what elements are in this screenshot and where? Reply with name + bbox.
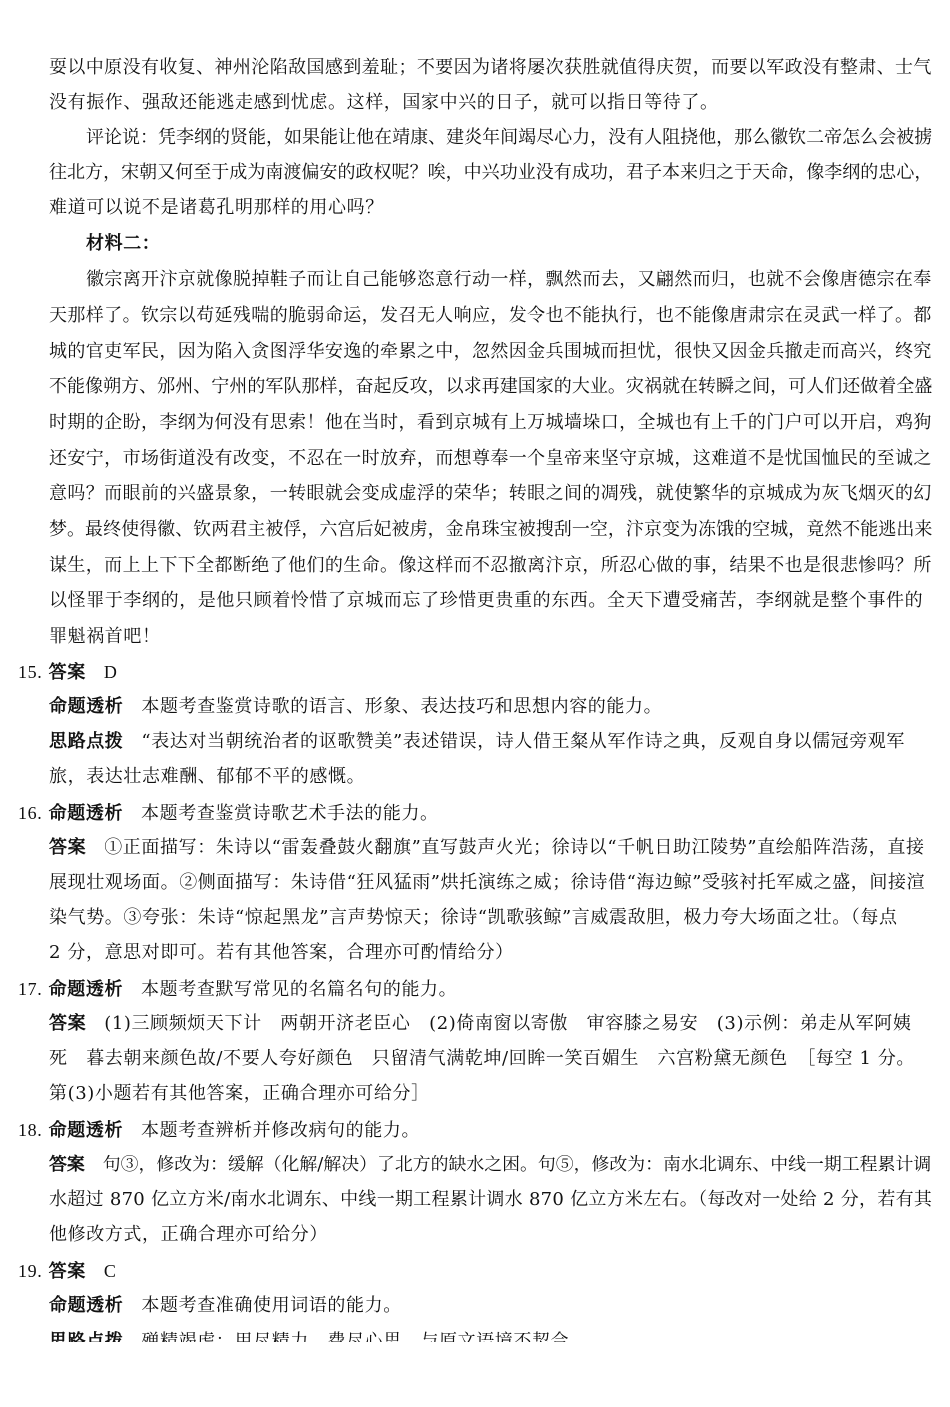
question-15-analysis-row [49,695,662,719]
question-16-answer-line: 染气势。③夸张：朱诗“惊起黑龙”言声势惊天；徐诗“凯歌骇鲸”言威震敌胆，极力夸大场面之壮。（每点 [49,907,898,928]
analysis-text: 本题考查准确使用词语的能力。 [141,1295,402,1316]
answer-text: ①正面描写：朱诗以“雷轰叠鼓火翻旗”直写鼓声火光；徐诗以“千帆日助江陵势”直绘船阵浩荡，直接 [104,837,925,858]
question-17-analysis-row [18,977,457,1002]
answer-label: 答案 [49,837,87,858]
question-15-answer-row [18,660,117,685]
material2-line: 谋生，而上上下下全都断绝了他们的生命。像这样而不忍撤离汴京，所忍心做的事，结果不也是很悲惨吗？所 [49,555,932,576]
question-18-answer-line: 他修改方式，正确合理亦可给分） [49,1224,328,1245]
answer-value: D [103,662,118,682]
material2-line: 徽宗离开汴京就像脱掉鞋子而让自己能够恣意行动一样，飘然而去，又翩然而归，也就不会像唐德宗在奉 [86,269,932,290]
question-17-answer-row [49,1012,912,1036]
question-16-analysis-row [18,801,439,826]
page-crop-edge [0,1342,950,1407]
question-number: 19. [18,1261,43,1281]
analysis-label: 命题透析 [49,1295,124,1316]
material2-line: 意吗？而眼前的兴盛景象，一转眼就会变成虚浮的荣华；转眼之间的凋残，就使繁华的京城成为灰飞烟灭的幻 [49,483,932,504]
answer-text: (1)三顾频烦天下计 两朝开济老臣心 (2)倚南窗以寄傲 审容膝之易安 (3)示例：弟走从军阿姨 [104,1013,912,1034]
material1-line: 耍以中原没有收复、神州沦陷敌国感到羞耻；不要因为诸将屡次获胜就值得庆贺，而要以军政没有整肃、士气 [49,57,932,78]
analysis-text: 本题考查鉴赏诗歌艺术手法的能力。 [141,803,439,824]
material2-line: 时期的企盼，李纲为何没有思索！他在当时，看到京城有上万城墙垛口，全城也有上千的门户可以开启，鸡狗 [49,412,932,433]
material2-line: 罪魁祸首吧！ [49,626,161,647]
material2-line: 城的官吏军民，因为陷入贪图浮华安逸的牵累之中，忽然因金兵围城而担忧，很快又因金兵撤走而高兴，终究 [49,341,932,362]
material2-line: 梦。最终使得徽、钦两君主被俘，六宫后妃被虏，金帛珠宝被搜刮一空，汴京变为冻饿的空城，竟然不能逃出来 [49,519,933,540]
answer-label: 答案 [48,1261,86,1282]
material2-heading: 材料二： [86,233,161,254]
material1-line: 难道可以说不是诸葛孔明那样的用心吗？ [49,197,384,218]
question-16-answer-row [49,836,925,860]
question-number: 17. [18,979,43,999]
answer-label: 答案 [48,662,86,683]
question-15-thinking-row [49,730,905,754]
answer-label: 答案 [49,1013,87,1034]
analysis-label: 命题透析 [48,979,124,1000]
question-17-answer-line: 第(3)小题若有其他答案，正确合理亦可给分］ [49,1083,430,1104]
analysis-text: 本题考查默写常见的名篇名句的能力。 [141,979,458,1000]
material1-line: 没有振作、强敌还能逃走感到忧虑。这样，国家中兴的日子，就可以指日等待了。 [49,92,719,113]
analysis-label: 命题透析 [48,1120,124,1141]
question-19-answer-row [18,1259,116,1284]
answer-text: 句③，修改为：缓解（化解/解决）了北方的缺水之困。句⑤，修改为：南水北调东、中线一期工程累计调 [102,1154,932,1175]
question-15-thinking-line: 旅，表达壮志难酬、郁郁不平的感慨。 [49,766,366,787]
question-number: 15. [18,662,43,682]
question-16-answer-line: 2 分，意思对即可。若有其他答案，合理亦可酌情给分） [49,942,514,963]
question-17-answer-line: 死 暮去朝来颜色故/不要人夸好颜色 只留清气满乾坤/回眸一笑百媚生 六宫粉黛无颜色 ［每空 1 分。 [49,1048,916,1069]
question-18-analysis-row [18,1118,420,1143]
material1-line: 往北方，宋朝又何至于成为南渡偏安的政权呢？唉，中兴功业没有成功，君子本来归之于天命，像李纲的忠心， [49,162,933,183]
question-16-answer-line: 展现壮观场面。②侧面描写：朱诗借“狂风猛雨”烘托演练之威；徐诗借“海边鲸”受骇衬托军威之盛，间接渲 [49,872,926,893]
answer-value: C [103,1261,117,1281]
answer-label: 答案 [49,1154,85,1175]
question-number: 18. [18,1120,43,1140]
analysis-label: 命题透析 [48,803,124,824]
material1-line: 评论说：凭李纲的贤能，如果能让他在靖康、建炎年间竭尽心力，没有人阻挠他，那么徽钦二帝怎么会被掳 [86,127,933,148]
question-number: 16. [18,803,43,823]
question-18-answer-line: 水超过 870 亿立方米/南水北调东、中线一期工程累计调水 870 亿立方米左右。（每改对一处给 2 分，若有其 [49,1189,933,1210]
thinking-text: “表达对当朝统治者的讴歌赞美”表述错误，诗人借王粲从军作诗之典，反观自身以儒冠旁观军 [141,731,906,752]
material2-line: 不能像朔方、邠州、宁州的军队那样，奋起反攻，以求再建国家的大业。灾祸就在转瞬之间，可人们还做着全盛 [49,376,933,397]
analysis-text: 本题考查鉴赏诗歌的语言、形象、表达技巧和思想内容的能力。 [141,696,663,717]
material2-line: 天那样了。钦宗以苟延残喘的脆弱命运，发召无人响应，发令也不能执行，也不能像唐肃宗在灵武一样了。都 [49,305,932,326]
material2-line: 还安宁，市场街道没有改变，不忍在一时放弃，而想尊奉一个皇帝来坚守京城，这难道不是忧国恤民的至诚之 [49,448,932,469]
question-19-analysis-row [49,1294,402,1318]
thinking-label: 思路点拨 [49,731,124,752]
analysis-text: 本题考查辨析并修改病句的能力。 [141,1120,421,1141]
question-18-answer-row [49,1153,931,1177]
material2-line: 以怪罪于李纲的，是他只顾着怜惜了京城而忘了珍惜更贵重的东西。全天下遭受痛苦，李纲就是整个事件的 [49,590,924,611]
analysis-label: 命题透析 [49,696,124,717]
